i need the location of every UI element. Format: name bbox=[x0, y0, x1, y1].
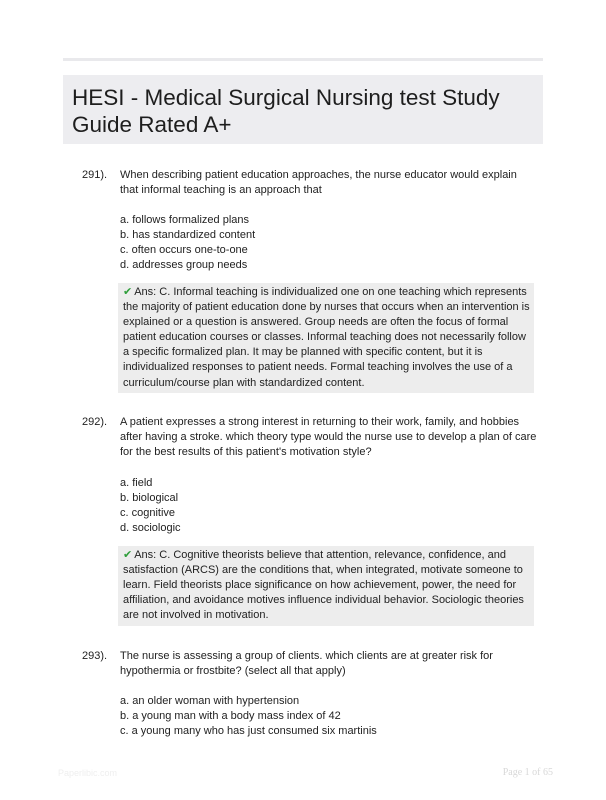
title-banner bbox=[63, 75, 543, 144]
top-divider bbox=[63, 58, 543, 61]
option-c: c. often occurs one-to-one bbox=[120, 244, 248, 256]
option-b: b. biological bbox=[120, 492, 179, 504]
option-c: c. a young many who has just consumed six martinis bbox=[120, 725, 377, 737]
option-a: a. an older woman with hypertension bbox=[120, 695, 300, 707]
question-text: The nurse is assessing a group of clients. which clients are at greater risk for hypothermia or frostbite? (select all that apply) bbox=[120, 650, 493, 677]
check-icon: ✔ bbox=[123, 286, 133, 298]
answer-text: Ans: C. Informal teaching is individualized one on one teaching which represents the majority of patient education done by nurses that occurs when an intervention is explained or a question is answered. Group needs are often the focus of formal patient education courses or classes. Informal teaching does not necessarily follow a specific formalized plan. It may be planned with specific content, but it is individualized responses to patient needs. Formal teaching involves the use of a curriculum/course plan with standardized content. bbox=[123, 286, 530, 389]
answer-text: Ans: C. Cognitive theorists believe that attention, relevance, confidence, and satisfaction (ARCS) are the conditions that, when integrated, motivate someone to learn. Field theorists place significance on how achievement, power, the need for affiliation, and avoidance motives influence individual behavior. Sociologic theories are not involved in motivation. bbox=[123, 549, 524, 622]
question-text: A patient expresses a strong interest in returning to their work, family, and hobbies after having a stroke. which theory type would the nurse use to develop a plan of care for the best results of this patient's motivation style? bbox=[120, 416, 537, 458]
option-list bbox=[120, 694, 538, 739]
option-b: b. has standardized content bbox=[120, 229, 256, 241]
option-a: a. field bbox=[120, 477, 153, 489]
footer-watermark: Paperlibic.com bbox=[58, 768, 118, 778]
option-d: d. addresses group needs bbox=[120, 259, 248, 271]
question-text: When describing patient education approaches, the nurse educator would explain that informal teaching is an approach that bbox=[120, 169, 517, 196]
answer-box bbox=[118, 283, 534, 393]
document-title: HESI - Medical Surgical Nursing test Study Guide Rated A+ bbox=[72, 85, 500, 137]
option-list bbox=[120, 476, 538, 536]
option-b: b. a young man with a body mass index of 42 bbox=[120, 710, 341, 722]
question-number: 292). bbox=[82, 416, 108, 428]
answer-box bbox=[118, 546, 534, 626]
option-list bbox=[120, 213, 538, 273]
page-indicator: Page 1 of 65 bbox=[502, 767, 553, 778]
option-c: c. cognitive bbox=[120, 507, 176, 519]
check-icon: ✔ bbox=[123, 549, 133, 561]
question-number: 291). bbox=[82, 169, 108, 181]
question-number: 293). bbox=[82, 650, 108, 662]
option-a: a. follows formalized plans bbox=[120, 214, 250, 226]
option-d: d. sociologic bbox=[120, 522, 181, 534]
